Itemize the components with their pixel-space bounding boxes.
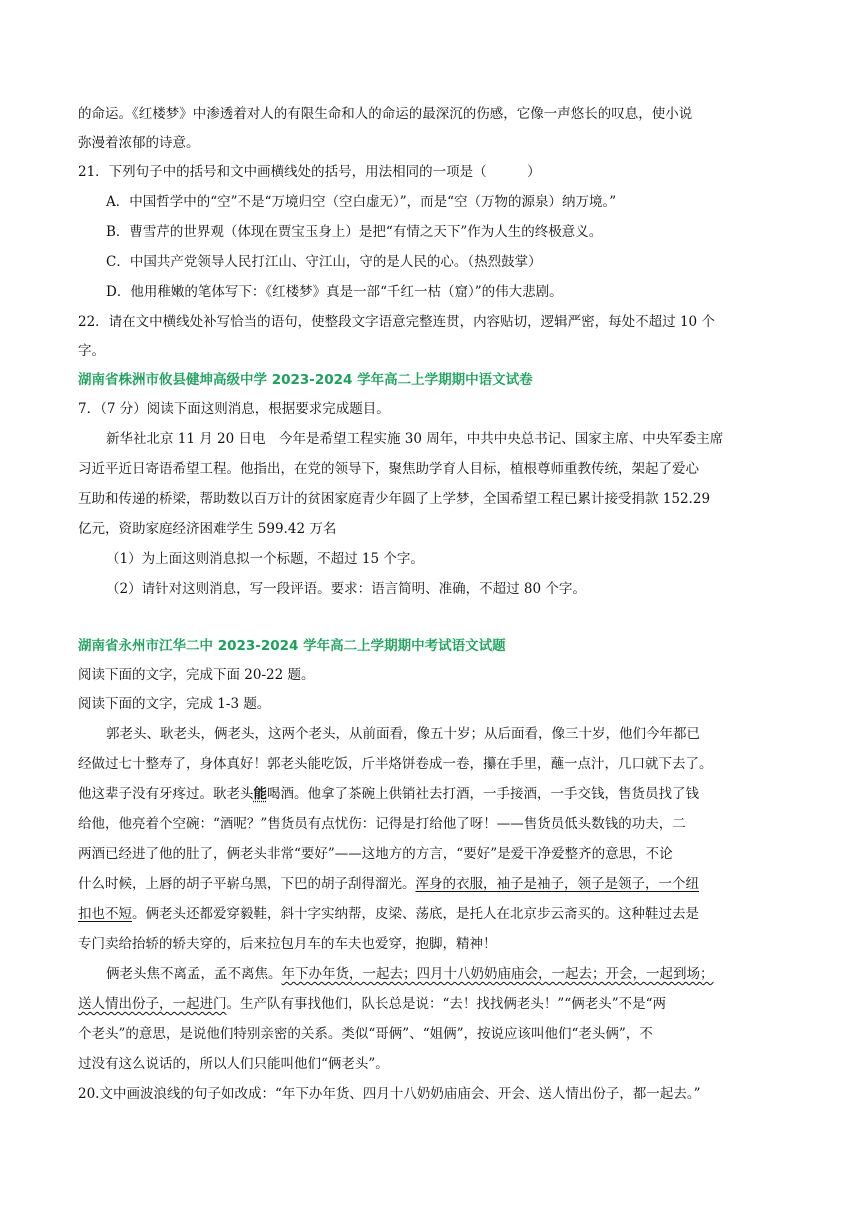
underlined-sentence: 浑身的衣服，袖子是袖子，领子是领子，一个纽: [415, 876, 699, 892]
reading-instruction-1: 阅读下面的文字，完成下面 20-22 题。: [78, 667, 315, 683]
q7-sub-question-1: （1）为上面这则消息拟一个标题，不超过 15 个字。: [106, 551, 424, 567]
passage-line-5: 两酒已经进了他的肚了，俩老头非常“要好”——这地方的方言，“要好”是爱干净爱整齐的意思，不论: [78, 846, 673, 862]
question-21-stem: 21．下列句子中的括号和文中画横线处的括号，用法相同的一项是（ ）: [78, 164, 541, 180]
passage-line-9: [106, 964, 826, 984]
news-line-2: 习近平近日寄语希望工程。他指出，在党的领导下，聚焦助学育人目标，植根尊师重教传统，架起了爱心: [78, 461, 699, 477]
question-7-stem: 7．（7 分）阅读下面这则消息，根据要求完成题目。: [78, 401, 390, 417]
question-22-line-2: 字。: [78, 343, 105, 359]
news-line-4: 亿元，资助家庭经济困难学生 599.42 万名: [78, 521, 337, 537]
passage-line-7: [78, 904, 798, 924]
passage-line-3: [78, 784, 798, 804]
emphasized-word: 能: [253, 786, 267, 802]
passage-line-8: 专门卖给抬轿的轿夫穿的，后来拉包月车的车夫也爱穿，抱脚，精神！: [78, 936, 497, 952]
question-22-line-1: 22．请在文中横线处补写恰当的语句，使整段文字语意完整连贯，内容贴切，逻辑严密，每处不超过 10 个: [78, 314, 715, 330]
q21-option-b: B．曹雪芹的世界观（体现在贾宝玉身上）是把“有情之天下”作为人生的终极意义。: [106, 224, 603, 240]
q21-option-c: C．中国共产党领导人民打江山、守江山，守的是人民的心。（热烈鼓掌）: [106, 254, 542, 270]
news-line-1: 新华社北京 11 月 20 日电 今年是希望工程实施 30 周年，中共中央总书记、国家主席、中央军委主席: [106, 431, 724, 447]
passage-text: 。俩老头还都爱穿毅鞋，斜十字实纳帮，皮梁、荡底，是托人在北京步云斋买的。这种鞋过去是: [132, 906, 699, 922]
wavy-underlined-sentence: 送人情出份子，一起进门: [78, 996, 227, 1012]
intro-line-2: 弥漫着浓郁的诗意。: [78, 135, 200, 151]
reading-instruction-2: 阅读下面的文字，完成 1-3 题。: [78, 696, 271, 712]
wavy-underlined-sentence: 年下办年货，一起去；四月十八奶奶庙庙会，一起去；开会，一起到场；: [281, 966, 714, 982]
passage-line-10: [78, 994, 798, 1014]
section-heading-yongzhou: 湖南省永州市江华二中 2023-2024 学年高二上学期期中考试语文试题: [78, 638, 506, 654]
passage-line-4: 给他，他亮着个空碗：“酒呢？”售货员有点忧伤：记得是打给他了呀！——售货员低头数钱的功夫，二: [78, 816, 686, 832]
passage-line-11: 个老头”的意思，是说他们特别亲密的关系。类似“哥俩”、“姐俩”，按说应该叫他们“老头俩”，不: [78, 1026, 653, 1042]
question-20-stem: 20.文中画波浪线的句子如改成：“年下办年货、四月十八奶奶庙庙会、开会、送人情出份子，都一起去。”: [78, 1086, 701, 1102]
section-heading-zhuzhou: 湖南省株洲市攸县健坤高级中学 2023-2024 学年高二上学期期中语文试卷: [78, 372, 533, 388]
passage-text: 他这辈子没有牙疼过。耿老头: [78, 786, 254, 802]
passage-line-1: 郭老头、耿老头，俩老头，这两个老头，从前面看，像五十岁；从后面看，像三十岁，他们今年都已: [106, 726, 700, 742]
intro-line-1: 的命运。《红楼梦》中渗透着对人的有限生命和人的命运的最深沉的伤感，它像一声悠长的叹息，使小说: [78, 106, 693, 122]
news-line-3: 互助和传递的桥梁，帮助数以百万计的贫困家庭青少年圆了上学梦，全国希望工程已累计接受捐款 152.29: [78, 491, 711, 507]
q21-option-d: D．他用稚嫩的笔体写下：《红楼梦》真是一部“千红一枯（窟）”的伟大悲剧。: [106, 284, 563, 300]
passage-text: 。生产队有事找他们，队长总是说：“去！找找俩老头！”“俩老头”不是“两: [226, 996, 667, 1012]
passage-text: 什么时候，上唇的胡子平崭乌黑，下巴的胡子刮得溜光。: [78, 876, 416, 892]
passage-line-12: 过没有这么说话的，所以人们只能叫他们“俩老头”。: [78, 1056, 389, 1072]
q21-option-a: A．中国哲学中的“空”不是“万境归空（空白虚无）”，而是“空（万物的源泉）纳万境。”: [106, 194, 617, 210]
passage-text: 俩老头焦不离孟，孟不离焦。: [106, 966, 282, 982]
q7-sub-question-2: （2）请针对这则消息，写一段评语。要求：语言简明、准确，不超过 80 个字。: [106, 581, 586, 597]
passage-line-6: [78, 874, 798, 894]
passage-text: 喝酒。他拿了茶碗上供销社去打酒，一手接酒，一手交钱，售货员找了钱: [267, 786, 699, 802]
passage-line-2: 经做过七十整寿了，身体真好！郭老头能吃饭，斤半烙饼卷成一卷，攥在手里，蘸一点汁，几口就下去了。: [78, 756, 713, 772]
underlined-sentence: 扣也不短: [78, 906, 132, 922]
